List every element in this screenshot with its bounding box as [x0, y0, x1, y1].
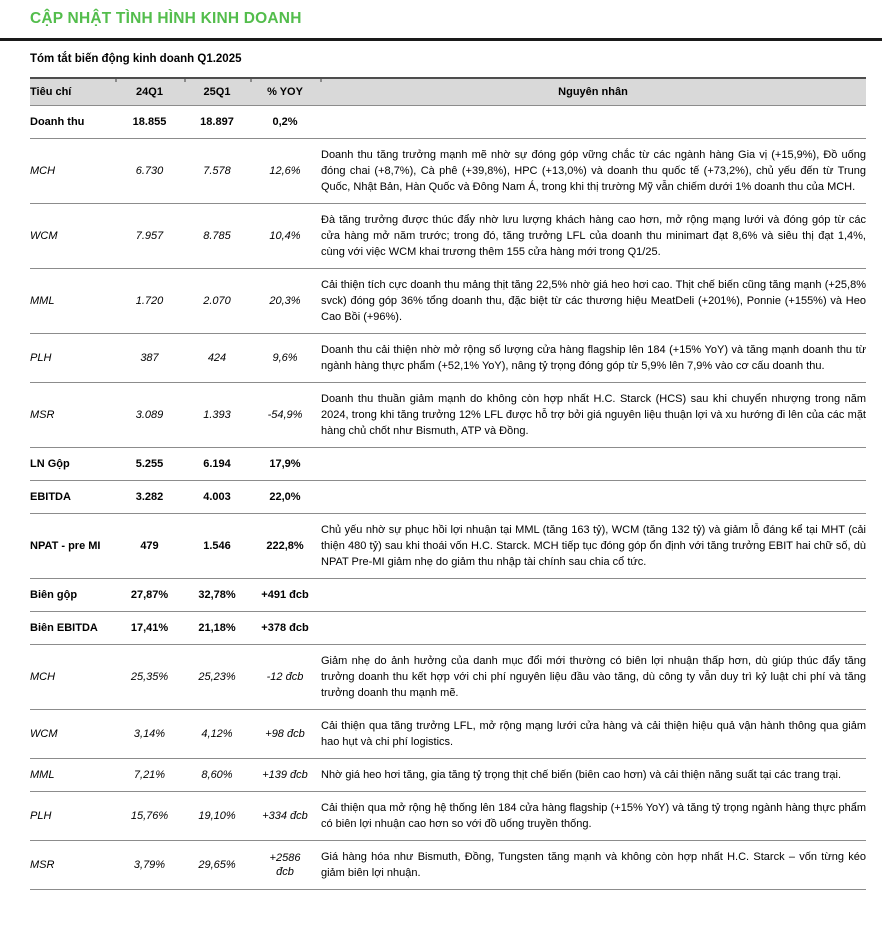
row-label-cell: MCH — [30, 645, 115, 710]
column-tick — [115, 79, 117, 82]
value-25q1-cell: 19,10% — [184, 792, 250, 841]
column-tick — [250, 79, 252, 82]
value-24q1-cell: 5.255 — [115, 448, 184, 481]
value-25q1-cell: 4,12% — [184, 710, 250, 759]
yoy-value: +98 đcb — [265, 728, 305, 740]
reason-cell — [320, 579, 866, 612]
reason-cell: Doanh thu cải thiện nhờ mở rộng số lượng cửa hàng flagship lên 184 (+15% YoY) và tăng mạnh doanh thu từ ngành hàng thực phẩm (+52,1% YoY), nâng tỷ trọng đóng góp từ 5,9% lên 7,9% vào cơ cấu doanh thu. — [320, 334, 866, 383]
table-row — [30, 645, 866, 710]
row-label-cell: WCM — [30, 204, 115, 269]
table-row — [30, 792, 866, 841]
value-25q1-cell: 6.194 — [184, 448, 250, 481]
reason-cell: Cải thiện qua mở rộng hệ thống lên 184 cửa hàng flagship (+15% YoY) và tăng tỷ trọng ngành hàng thực phẩm có biên lợi nhuận cao hơn so với đồ uống truyền thống. — [320, 792, 866, 841]
value-25q1-cell: 18.897 — [184, 106, 250, 139]
row-label-cell: MSR — [30, 383, 115, 448]
table-row — [30, 841, 866, 890]
reason-cell: Đà tăng trưởng được thúc đẩy nhờ lưu lượng khách hàng cao hơn, mở rộng mạng lưới và đóng góp từ các cửa hàng mở năm trước; trong đó, tăng trưởng LFL của doanh thu minimart đạt 8,6% và siêu thị đạt 1,4%, cùng với việc WCM khai trương thêm 155 cửa hàng mới trong Q1/25. — [320, 204, 866, 269]
reason-cell: Nhờ giá heo hơi tăng, gia tăng tỷ trọng thịt chế biến (biên cao hơn) và cải thiện năng suất tại các trang trại. — [320, 759, 866, 792]
column-tick — [320, 79, 322, 82]
yoy-value: 22,0% — [269, 491, 301, 503]
reason-cell — [320, 448, 866, 481]
table-row — [30, 106, 866, 139]
row-label-cell: NPAT - pre MI — [30, 514, 115, 579]
reason-cell: Cải thiện tích cực doanh thu mảng thịt tăng 22,5% nhờ giá heo hơi cao. Thịt chế biến cũng tăng mạnh (+25,8% svck) đóng góp 36% tổng doanh thu, đặc biệt từ các thương hiệu MeatDeli (+201%), Ponnie (+155%) và Heo Cao Bồi (+96%). — [320, 269, 866, 334]
row-label-cell: PLH — [30, 792, 115, 841]
reason-cell — [320, 481, 866, 514]
row-label-cell: MCH — [30, 139, 115, 204]
yoy-value: -12 đcb — [266, 671, 304, 683]
column-header-24q1: 24Q1 — [115, 78, 184, 106]
row-label-cell: WCM — [30, 710, 115, 759]
reason-cell: Chủ yếu nhờ sự phục hồi lợi nhuận tại MML (tăng 163 tỷ), WCM (tăng 132 tỷ) và giảm lỗ đáng kể tại MHT (cải thiện 480 tỷ) sau khi thoái vốn H.C. Starck. MCH tiếp tục đóng góp ổn định với tăng trưởng EBIT hai chữ số, dù NPAT Pre-MI giảm nhẹ do giảm thu nhập tài chính sau chia cổ tức. — [320, 514, 866, 579]
table-row — [30, 514, 866, 579]
table-row — [30, 448, 866, 481]
table-row — [30, 759, 866, 792]
yoy-value: 20,3% — [269, 295, 301, 307]
yoy-cell — [250, 579, 320, 612]
yoy-value: 222,8% — [266, 540, 304, 552]
column-header-yoy: % YOY — [250, 78, 320, 106]
value-24q1-cell: 17,41% — [115, 612, 184, 645]
yoy-cell — [250, 139, 320, 204]
value-24q1-cell: 1.720 — [115, 269, 184, 334]
row-label-cell: EBITDA — [30, 481, 115, 514]
table-row — [30, 204, 866, 269]
yoy-cell — [250, 448, 320, 481]
row-label-cell: MML — [30, 269, 115, 334]
table-row — [30, 710, 866, 759]
yoy-value: 9,6% — [272, 352, 298, 364]
value-25q1-cell: 8,60% — [184, 759, 250, 792]
value-24q1-cell: 3,14% — [115, 710, 184, 759]
yoy-value: +139 đcb — [262, 769, 308, 781]
yoy-cell — [250, 269, 320, 334]
yoy-cell — [250, 514, 320, 579]
value-24q1-cell: 15,76% — [115, 792, 184, 841]
value-25q1-cell: 1.393 — [184, 383, 250, 448]
yoy-cell — [250, 106, 320, 139]
value-25q1-cell: 424 — [184, 334, 250, 383]
reason-cell: Doanh thu thuần giảm mạnh do không còn hợp nhất H.C. Starck (HCS) sau khi chuyển nhượng trong năm 2024, trong khi tăng trưởng 12% LFL được hỗ trợ bởi giá nguyên liệu thuận lợi và xu hướng đi lên của các mặt hàng chủ chốt như Bismuth, ATP và Đồng. — [320, 383, 866, 448]
summary-table — [30, 77, 866, 890]
yoy-value: 12,6% — [269, 165, 301, 177]
table-row — [30, 612, 866, 645]
yoy-value: +491 đcb — [261, 589, 309, 601]
table-row — [30, 334, 866, 383]
row-label-cell: LN Gộp — [30, 448, 115, 481]
value-24q1-cell: 387 — [115, 334, 184, 383]
table-row — [30, 579, 866, 612]
yoy-cell — [250, 481, 320, 514]
yoy-value: -54,9% — [267, 409, 303, 421]
yoy-cell — [250, 759, 320, 792]
table-row — [30, 383, 866, 448]
table-header — [30, 78, 866, 106]
yoy-value: +378 đcb — [261, 622, 309, 634]
column-header-criteria: Tiêu chí — [30, 78, 115, 106]
table-row — [30, 139, 866, 204]
reason-cell — [320, 612, 866, 645]
row-label-cell: Doanh thu — [30, 106, 115, 139]
value-25q1-cell: 4.003 — [184, 481, 250, 514]
table-row — [30, 481, 866, 514]
value-25q1-cell: 7.578 — [184, 139, 250, 204]
value-25q1-cell: 25,23% — [184, 645, 250, 710]
value-24q1-cell: 7.957 — [115, 204, 184, 269]
row-label-cell: PLH — [30, 334, 115, 383]
kpi-table — [30, 77, 866, 890]
value-24q1-cell: 25,35% — [115, 645, 184, 710]
yoy-value: +2586 đcb — [269, 851, 301, 878]
value-25q1-cell: 29,65% — [184, 841, 250, 890]
page-title: CẬP NHẬT TÌNH HÌNH KINH DOANH — [30, 10, 302, 27]
value-24q1-cell: 18.855 — [115, 106, 184, 139]
reason-cell: Doanh thu tăng trưởng mạnh mẽ nhờ sự đóng góp vững chắc từ các ngành hàng Gia vị (+15,9%), Đồ uống đóng chai (+8,7%), Cà phê (+39,8%), HPC (+13,0%) và doanh thu quốc tế (+73,2%), chủ yếu đến từ Trung Quốc, Nhật Bản, Hàn Quốc và Đông Nam Á, trong khi thị trường Mỹ vẫn chiếm dưới 1% doanh thu của MCH. — [320, 139, 866, 204]
yoy-value: 0,2% — [272, 116, 298, 128]
reason-cell: Cải thiện qua tăng trưởng LFL, mở rộng mạng lưới cửa hàng và cải thiện hiệu quả vận hành thông qua giảm hao hụt và chi phí logistics. — [320, 710, 866, 759]
yoy-cell — [250, 383, 320, 448]
table-row — [30, 269, 866, 334]
yoy-value: 17,9% — [269, 458, 301, 470]
column-tick — [184, 79, 186, 82]
value-24q1-cell: 6.730 — [115, 139, 184, 204]
row-label-cell: MSR — [30, 841, 115, 890]
yoy-value: 10,4% — [269, 230, 301, 242]
value-24q1-cell: 3.282 — [115, 481, 184, 514]
row-label-cell: Biên EBITDA — [30, 612, 115, 645]
reason-cell: Giảm nhẹ do ảnh hưởng của danh mục đổi mới thường có biên lợi nhuận thấp hơn, dù giúp thúc đẩy tăng trưởng doanh thu kết hợp với chi phí nguyên liệu đầu vào tăng, dù công ty vẫn duy trì kỷ luật chi phí và tăng trưởng doanh thu mạnh mẽ. — [320, 645, 866, 710]
value-25q1-cell: 21,18% — [184, 612, 250, 645]
yoy-cell — [250, 710, 320, 759]
value-25q1-cell: 8.785 — [184, 204, 250, 269]
reason-cell — [320, 106, 866, 139]
yoy-cell — [250, 792, 320, 841]
yoy-value: +334 đcb — [262, 810, 308, 822]
yoy-cell — [250, 334, 320, 383]
column-header-25q1: 25Q1 — [184, 78, 250, 106]
value-25q1-cell: 1.546 — [184, 514, 250, 579]
yoy-cell — [250, 841, 320, 890]
row-label-cell: MML — [30, 759, 115, 792]
value-24q1-cell: 3.089 — [115, 383, 184, 448]
table-body — [30, 106, 866, 890]
yoy-cell — [250, 612, 320, 645]
value-24q1-cell: 27,87% — [115, 579, 184, 612]
value-24q1-cell: 7,21% — [115, 759, 184, 792]
header-row — [30, 78, 866, 106]
value-24q1-cell: 479 — [115, 514, 184, 579]
column-header-reason: Nguyên nhân — [320, 78, 866, 106]
value-25q1-cell: 32,78% — [184, 579, 250, 612]
report-subtitle: Tóm tắt biến động kinh doanh Q1.2025 — [30, 53, 242, 65]
report-page — [0, 9, 882, 890]
row-label-cell: Biên gộp — [30, 579, 115, 612]
reason-cell: Giá hàng hóa như Bismuth, Đồng, Tungsten tăng mạnh và không còn hợp nhất H.C. Starck – vốn từng kéo giảm biên lợi nhuận. — [320, 841, 866, 890]
value-24q1-cell: 3,79% — [115, 841, 184, 890]
title-divider — [0, 38, 882, 41]
yoy-cell — [250, 645, 320, 710]
yoy-cell — [250, 204, 320, 269]
value-25q1-cell: 2.070 — [184, 269, 250, 334]
